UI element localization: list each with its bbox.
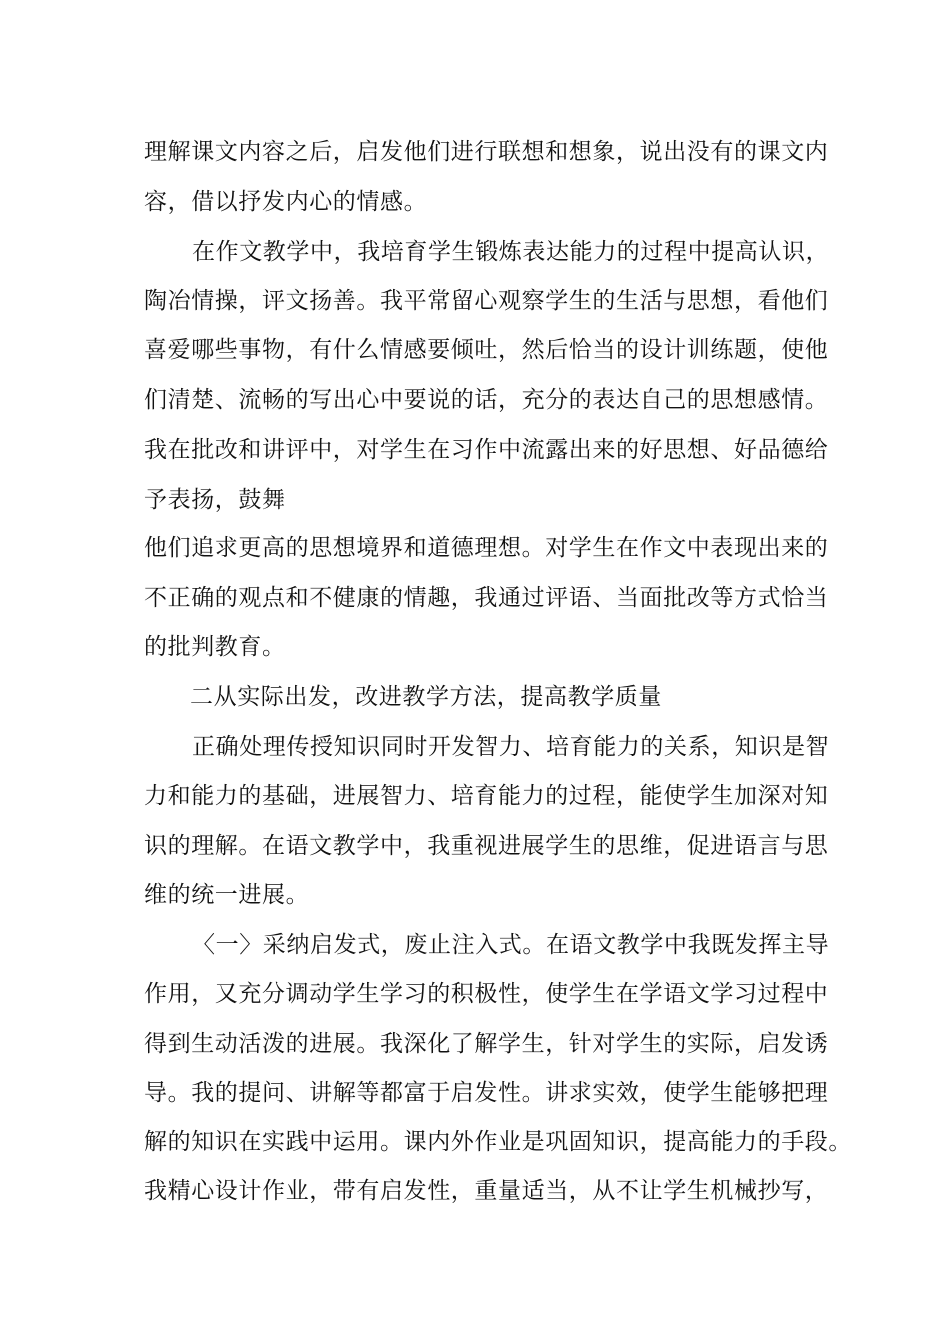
text-line: 我在批改和讲评中，对学生在习作中流露出来的好思想、好品德给 [144, 437, 829, 463]
text-line: 得到生动活泼的进展。我深化了解学生，针对学生的实际，启发诱 [144, 1031, 829, 1057]
text-line: 维的统一进展。 [144, 882, 310, 908]
text-line: 予表扬，鼓舞 [144, 487, 286, 513]
text-line: 解的知识在实践中运用。课内外作业是巩固知识，提高能力的手段。 [144, 1129, 852, 1155]
text-line: 们清楚、流畅的写出心中要说的话，充分的表达自己的思想感情。 [144, 387, 829, 413]
paragraph-start-line: 〈一〉采纳启发式，废止注入式。在语文教学中我既发挥主导 [192, 932, 830, 958]
text-line: 导。我的提问、讲解等都富于启发性。讲求实效，使学生能够把理 [144, 1080, 829, 1106]
text-line: 的批判教育。 [144, 634, 286, 660]
paragraph-start-line: 在作文教学中，我培育学生锻炼表达能力的过程中提高认识， [192, 239, 830, 265]
text-line: 喜爱哪些事物，有什么情感要倾吐，然后恰当的设计训练题，使他 [144, 337, 829, 363]
text-line: 识的理解。在语文教学中，我重视进展学生的思维，促进语言与思 [144, 833, 829, 859]
text-line: 理解课文内容之后，启发他们进行联想和想象，说出没有的课文内 [144, 139, 829, 165]
text-line: 陶冶情操，评文扬善。我平常留心观察学生的生活与思想，看他们 [144, 288, 829, 314]
text-line: 作用，又充分调动学生学习的积极性，使学生在学语文学习过程中 [144, 981, 829, 1007]
text-line: 不正确的观点和不健康的情趣，我通过评语、当面批改等方式恰当 [144, 585, 829, 611]
text-line: 他们追求更高的思想境界和道德理想。对学生在作文中表现出来的 [144, 535, 829, 561]
section-heading: 二从实际出发，改进教学方法，提高教学质量 [190, 684, 662, 710]
text-line: 力和能力的基础，进展智力、培育能力的过程，能使学生加深对知 [144, 783, 829, 809]
text-line: 容，借以抒发内心的情感。 [144, 189, 428, 215]
paragraph-start-line: 正确处理传授知识同时开发智力、培育能力的关系，知识是智 [192, 734, 830, 760]
text-line: 我精心设计作业，带有启发性，重量适当，从不让学生机械抄写， [144, 1178, 829, 1204]
